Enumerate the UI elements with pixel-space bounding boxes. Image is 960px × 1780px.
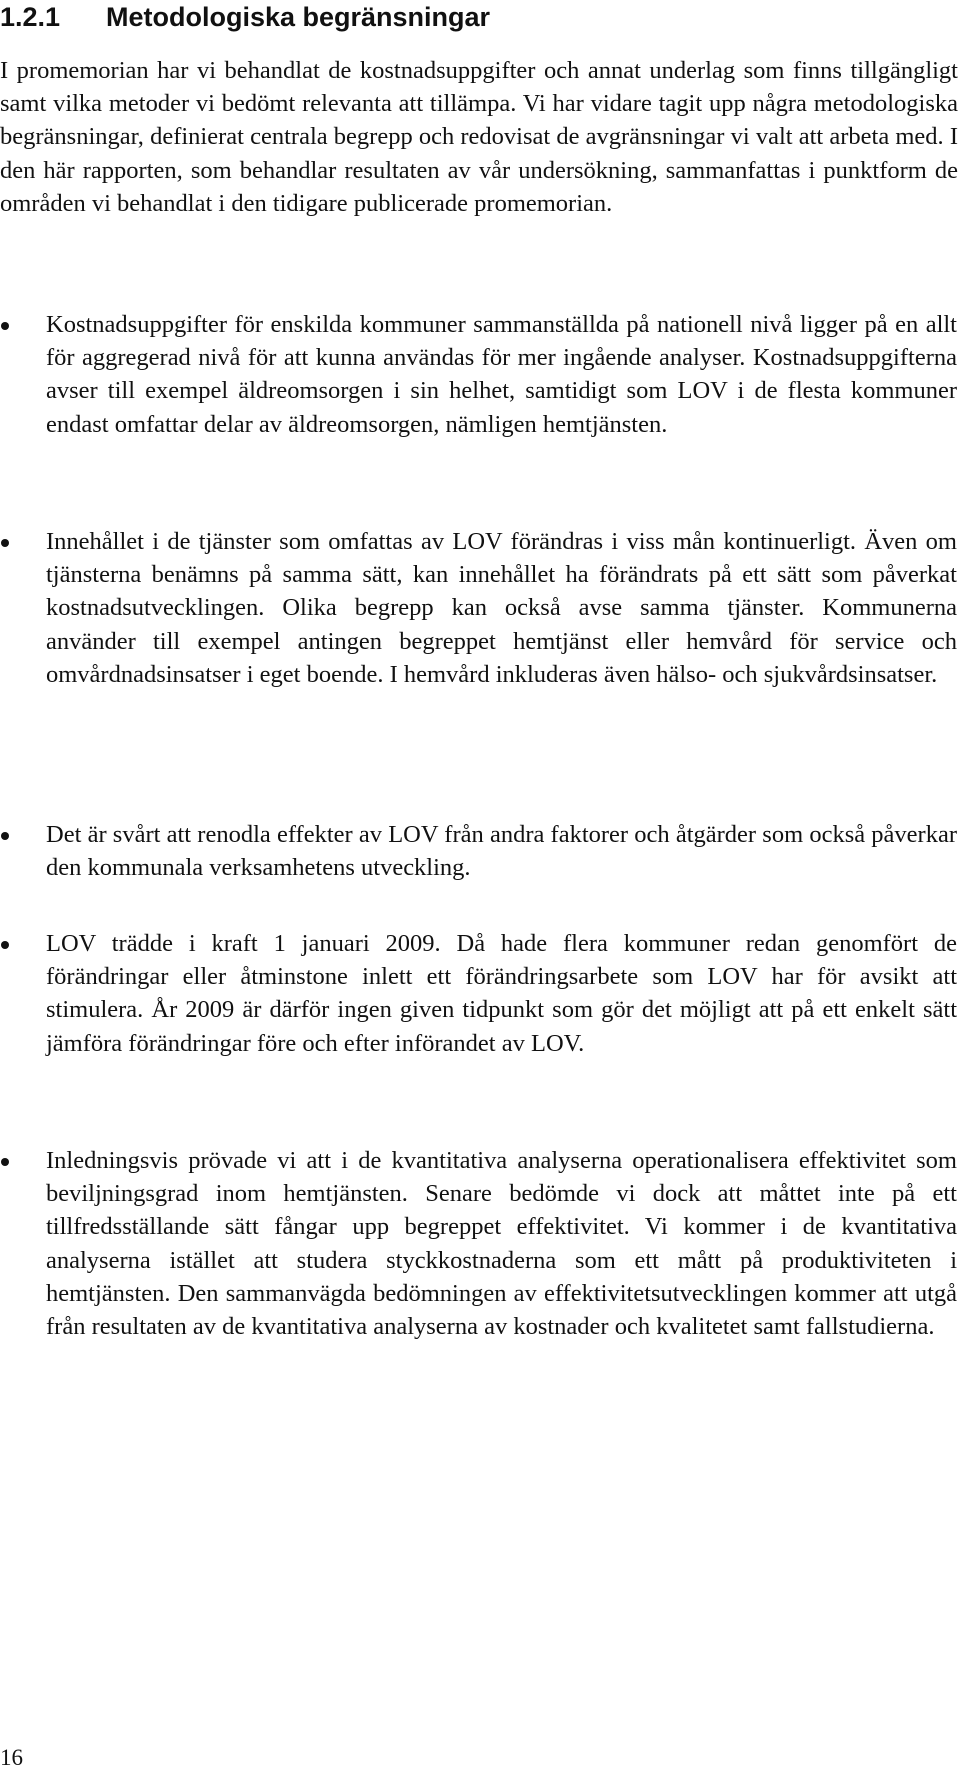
bullet-icon	[1, 322, 9, 330]
bullet-icon	[1, 1158, 9, 1166]
intro-paragraph: I promemorian har vi behandlat de kostnadsuppgifter och annat underlag som finns tillgängligt samt vilka metoder vi bedömt relevanta att tillämpa. Vi har vidare tagit upp några metodologiska begränsningar, definierat centrala begrepp och redovisat de avgränsningar vi valt att arbeta med. I den här rapporten, som behandlar resultaten av vår undersökning, sammanfattas i punktform de områden vi behandlat i den tidigare publicerade promemorian.	[0, 57, 958, 217]
page-number: 16	[0, 1745, 23, 1770]
section-number: 1.2.1	[0, 2, 61, 32]
list-item-text: Det är svårt att renodla effekter av LOV från andra faktorer och åtgärder som också påverkar den kommunala verksamhetens utveckling.	[46, 821, 957, 882]
list-item-text: Kostnadsuppgifter för enskilda kommuner sammanställda på nationell nivå ligger på en allt för aggregerad nivå för att kunna användas för mer ingående analyser. Kostnadsuppgifterna avser till exempel äldreomsorgen i sin helhet, samtidigt som LOV i de flesta kommuner endast omfattar delar av äldreomsorgen, nämligen hemtjänsten.	[46, 311, 957, 438]
bullet-icon	[1, 941, 9, 949]
list-item-text: Innehållet i de tjänster som omfattas av LOV förändras i viss mån kontinuerligt. Även om tjänsterna benämns på samma sätt, kan innehållet ha förändrats på ett sätt som påverkat kostnadsutvecklingen. Olika begrepp kan också avse samma tjänster. Kommunerna använder till exempel antingen begreppet hemtjänst eller hemvård för service och omvårdnadsinsatser i eget boende. I hemvård inkluderas även hälso- och sjukvårdsinsatser.	[46, 528, 957, 688]
section-heading	[0, 2, 490, 32]
bullet-icon	[1, 832, 9, 840]
list-item-text: Inledningsvis prövade vi att i de kvantitativa analyserna operationalisera effektivitet som beviljningsgrad inom hemtjänsten. Senare bedömde vi dock att måttet inte på ett tillfredsställande sätt fångar upp begreppet effektivitet. Vi kommer i de kvantitativa analyserna istället att studera styckkostnaderna som ett mått på produktiviteten i hemtjänsten. Den sammanvägda bedömningen av effektivitetsutvecklingen kommer att utgå från resultaten av de kvantitativa analyserna av kostnader och kvalitetet samt fallstudierna.	[46, 1147, 957, 1341]
bullet-icon	[1, 539, 9, 547]
list-item-text: LOV trädde i kraft 1 januari 2009. Då hade flera kommuner redan genomfört de förändringar eller åtminstone inlett ett förändringsarbete som LOV har för avsikt att stimulera. År 2009 är därför ingen given tidpunkt som gör det möjligt att på ett enkelt sätt jämföra förändringar före och efter införandet av LOV.	[46, 930, 957, 1057]
section-title: Metodologiska begränsningar	[106, 2, 491, 32]
